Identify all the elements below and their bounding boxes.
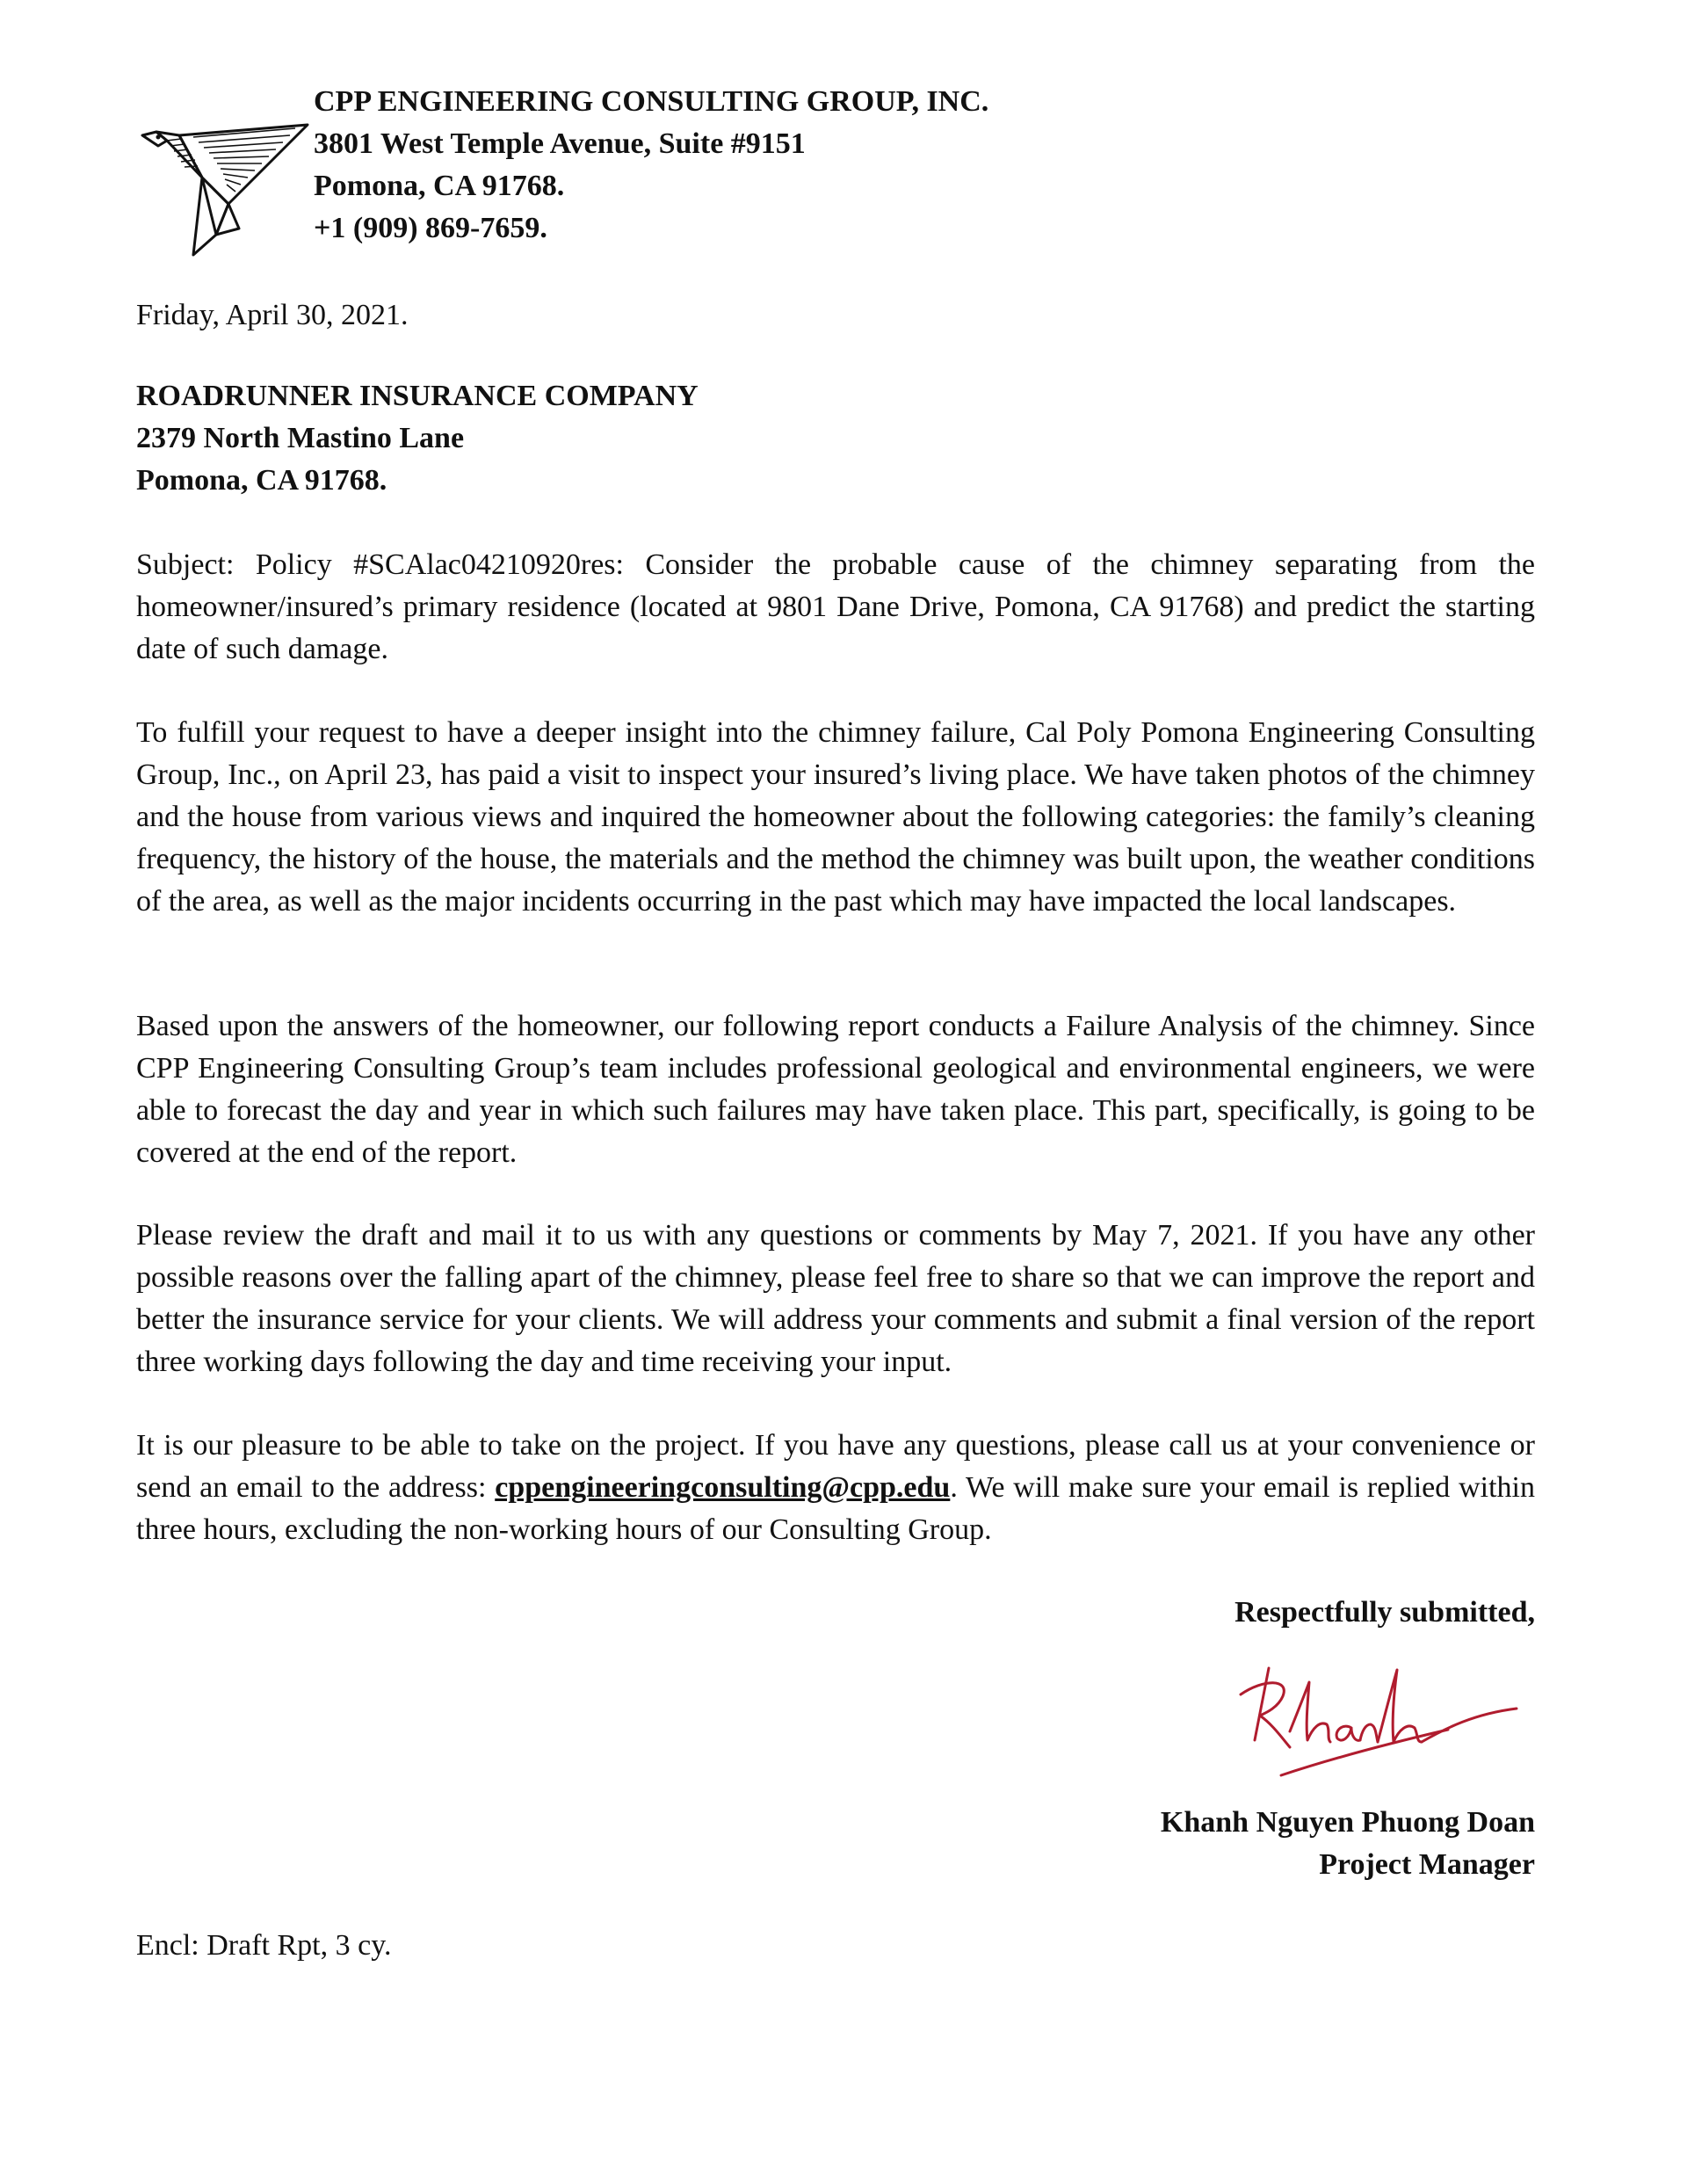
recipient-address-line1: 2379 North Mastino Lane [136,422,465,454]
origami-bird-icon [132,98,334,257]
recipient-address-line2: Pomona, CA 91768. [136,464,387,497]
company-name: CPP ENGINEERING CONSULTING GROUP, INC. [314,85,989,118]
enclosure-note: Encl: Draft Rpt, 3 cy. [136,1929,392,1962]
signer-block [1161,1802,1535,1886]
recipient-block [136,375,699,502]
body-paragraph-3: Please review the draft and mail it to us with any questions or comments by May 7, 2021. If you have any other possible reasons over the falling apart of the chimney, please feel free to share so that we can improve the report and better the insurance service for your clients. We will address your comments and submit a final version of the report three working days following the day and time receiving your input. [136,1219,1535,1378]
company-address-line1: 3801 West Temple Avenue, Suite #9151 [314,127,806,160]
company-address-line2: Pomona, CA 91768. [314,170,565,202]
letterhead [132,81,1098,257]
letter-date: Friday, April 30, 2021. [136,299,409,331]
handwritten-signature [1228,1643,1527,1784]
signer-name: Khanh Nguyen Phuong Doan [1160,1806,1535,1839]
body-paragraph-2: Based upon the answers of the homeowner, our following report conducts a Failure Analysis of the chimney. Since CPP Engineering Consulting Group’s team includes professional geological and environmental engineers, we were able to forecast the day and year in which such failures may have taken place. This part, specifically, is going to be covered at the end of the report. [136,1010,1535,1169]
signer-title: Project Manager [1319,1848,1535,1881]
subject-paragraph: Subject: Policy #SCAlac04210920res: Consider the probable cause of the chimney separating from the homeowner/insured’s primary residence (located at 9801 Dane Drive, Pomona, CA 91768) and predict the starting date of such damage. [136,548,1535,665]
contact-email-link[interactable]: cppengineeringconsulting@cpp.edu [495,1471,951,1504]
company-phone: +1 (909) 869-7659. [314,212,547,244]
body-paragraph-4 [136,1425,1535,1551]
company-info [314,81,988,250]
body-paragraph-1: To fulfill your request to have a deeper insight into the chimney failure, Cal Poly Pomona Engineering Consulting Group, Inc., on April 23, has paid a visit to inspect your insured’s living place. We have taken photos of the chimney and the house from various views and inquired the homeowner about the following categories: the family’s cleaning frequency, the history of the house, the materials and the method the chimney was built upon, the weather conditions of the area, as well as the major incidents occurring in the past which may have impacted the local landscapes. [136,716,1535,918]
recipient-name: ROADRUNNER INSURANCE COMPANY [136,380,699,412]
paragraph-4-text-before: It is our pleasure to be able to take on the project. If you have any questions, please call us at your convenience or send an email to the address: [136,1429,1535,1504]
closing-phrase: Respectfully submitted, [1234,1596,1535,1629]
paragraph-4-text-after: . We will make sure your email is replied within three hours, excluding the non-working hours of our Consulting Group. [136,1471,1535,1546]
